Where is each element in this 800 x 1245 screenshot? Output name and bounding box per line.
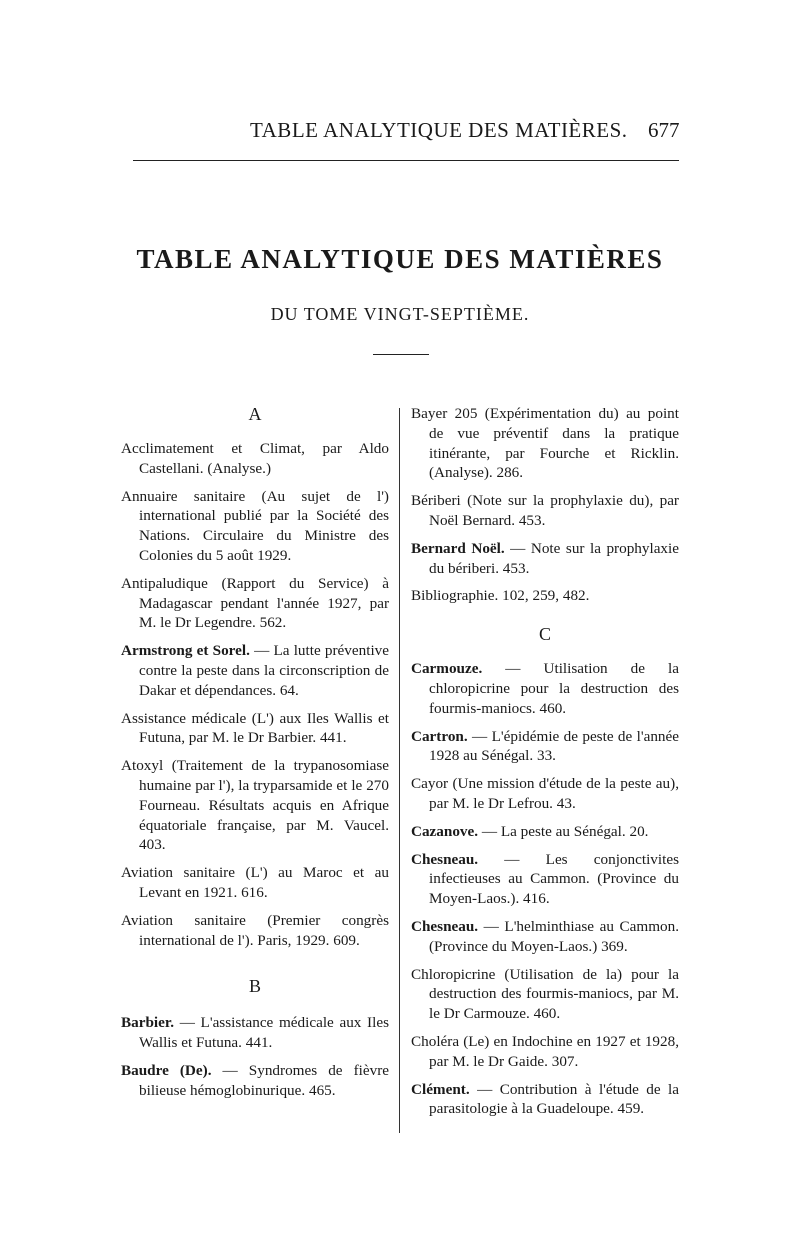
entry-text: — La peste au Sénégal. 20. (478, 822, 649, 840)
index-entry: Atoxyl (Traitement de la trypanosomiase humaine par l'), la tryparsamide et le 270 Fourneau. Résultats acquis en Afrique équatoriale française, par M. Vaucel. 403. (121, 757, 389, 854)
author-name: Carmouze. (411, 660, 483, 678)
index-entry: Bibliographie. 102, 259, 482. (411, 587, 590, 605)
section-letter-c: C (538, 624, 551, 645)
index-entry (411, 539, 679, 579)
author-name: Barbier. (121, 1014, 175, 1032)
index-entry: Acclimatement et Climat, par Aldo Castellani. (Analyse.) (121, 440, 389, 477)
index-entry (411, 822, 679, 842)
index-entry (121, 641, 389, 700)
running-title: TABLE ANALYTIQUE DES MATIÈRES. (250, 118, 628, 142)
index-entry (411, 1080, 679, 1120)
author-name: Armstrong et Sorel. (121, 642, 250, 660)
header-rule (133, 160, 679, 161)
author-name: Baudre (De). (121, 1061, 212, 1079)
index-entry: Chloropicrine (Utilisation de la) pour la destruction des fourmis-maniocs, par M. le Dr Carmouze. 460. (411, 965, 679, 1023)
index-entry: Bériberi (Note sur la prophylaxie du), par Noël Bernard. 453. (411, 492, 679, 529)
title-rule (373, 354, 429, 355)
index-entry: Choléra (Le) en Indochine en 1927 et 1928, par M. le Dr Gaide. 307. (411, 1032, 679, 1070)
page-title: TABLE ANALYTIQUE DES MATIÈRES (136, 244, 664, 274)
column-divider (399, 408, 400, 1133)
index-entry: Aviation sanitaire (L') au Maroc et au Levant en 1921. 616. (121, 864, 389, 901)
author-name: Chesneau. (411, 850, 479, 868)
index-entry: Aviation sanitaire (Premier congrès international de l'). Paris, 1929. 609. (121, 911, 389, 949)
section-letter-a: A (248, 404, 262, 424)
right-column (411, 404, 679, 1127)
index-entry (411, 917, 679, 957)
entry-text: — L'assistance médicale aux Iles Wallis et Futuna. 441. (139, 1014, 389, 1052)
page-number: 677 (648, 118, 680, 142)
index-entry: Antipaludique (Rapport du Service) à Madagascar pendant l'année 1927, par M. le Dr Legendre. 562. (121, 574, 389, 632)
index-entry: Assistance médicale (L') aux Iles Wallis et Futuna, par M. le Dr Barbier. 441. (121, 709, 389, 747)
entry-text: — Les conjonctivites infectieuses au Cammon. (Province du Moyen-Laos.). 416. (429, 850, 679, 908)
index-entry (411, 659, 679, 718)
entry-text: — Contribution à l'étude de la parasitologie à la Guadeloupe. 459. (429, 1080, 679, 1118)
entry-text: — L'helminthiase au Cammon. (Province du Moyen-Laos.) 369. (429, 917, 679, 955)
index-entry (411, 850, 679, 909)
author-name: Cazanove. (411, 822, 479, 840)
entry-text: — Syndromes de fièvre bilieuse hémoglobinurique. 465. (139, 1061, 389, 1099)
index-entry: Bayer 205 (Expérimentation du) au point de vue préventif dans la pratique itinérante, par Fourche et Ricklin. (Analyse). 286. (411, 405, 679, 482)
index-entry (411, 727, 679, 767)
entry-text: — La lutte préventive contre la peste dans la circonscription de Dakar et dépendances. 64. (139, 642, 390, 699)
entry-text: — Utilisation de la chloropicrine pour la destruction des fourmis-maniocs. 460. (429, 660, 679, 717)
index-entry (121, 1013, 389, 1053)
page-subtitle: DU TOME VINGT-SEPTIÈME. (270, 304, 530, 324)
section-letter-b: B (248, 976, 261, 997)
left-column (121, 404, 389, 1109)
index-entry (121, 1061, 389, 1101)
author-name: Clément. (411, 1080, 470, 1098)
running-header (0, 118, 800, 148)
author-name: Cartron. (411, 727, 468, 745)
author-name: Bernard Noël. (411, 539, 505, 557)
index-entry: Annuaire sanitaire (Au sujet de l') international publié par la Société des Nations. Circulaire du Ministre des Colonies du 5 août 1929. (121, 487, 389, 564)
entry-text: — L'épidémie de peste de l'année 1928 au Sénégal. 33. (429, 727, 679, 765)
index-entry: Cayor (Une mission d'étude de la peste au), par M. le Dr Lefrou. 43. (411, 775, 679, 812)
author-name: Chesneau. (411, 917, 479, 935)
entry-text: — Note sur la prophylaxie du bériberi. 453. (429, 539, 679, 577)
